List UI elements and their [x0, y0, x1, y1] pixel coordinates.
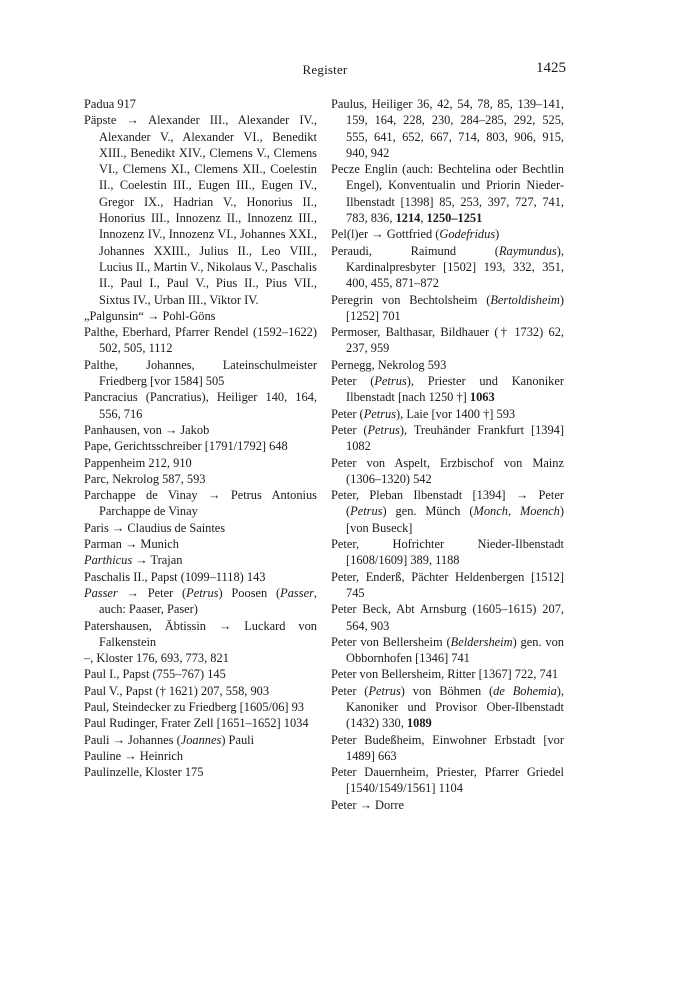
index-entry [84, 438, 317, 454]
index-entry [84, 324, 317, 357]
index-entry-text: Peter ( [331, 374, 375, 389]
index-entry [331, 764, 564, 797]
index-entry-text: ) [495, 227, 500, 242]
index-entry-text: Peter ( [331, 406, 364, 421]
index-entry-text: Paul I., Papst (755–767) 145 [84, 667, 226, 682]
index-entry-text: ) [von Buseck] [346, 504, 564, 535]
index-entry-italic-text: Petrus [363, 406, 397, 421]
index-entry-text: Peter, Pleban Ilbenstadt [1394] → Peter ( [331, 488, 564, 519]
index-entry-bold-page-ref: 1214 [395, 211, 421, 226]
index-entry-italic-text: Passer [84, 585, 118, 600]
index-entry [331, 292, 564, 325]
index-entry-text: Palthe, Johannes, Lateinschulmeister Friedberg [vor 1584] 505 [84, 357, 317, 389]
index-entry-text: , [507, 504, 520, 519]
index-entry-text: Pel(l)er → Gottfried ( [331, 227, 440, 242]
index-entry-text: Palthe, Eberhard, Pfarrer Rendel (1592–1622) 502, 505, 1112 [84, 325, 317, 356]
index-entry [84, 715, 317, 731]
index-entry-text: Peter → Dorre [331, 797, 404, 812]
index-entry-italic-text: Bertoldisheim [490, 292, 560, 307]
index-entry-text: ), Laie [vor 1400 †] 593 [396, 406, 516, 421]
index-entry-text: Parman → Munich [84, 537, 179, 552]
index-entry-italic-text: Parthicus [84, 553, 133, 568]
index-entry-text: Peter, Hofrichter Nieder-Ilbenstadt [1608/1609] 389, 1188 [331, 537, 564, 568]
page-number: 1425 [536, 60, 566, 76]
index-column-left [84, 96, 317, 780]
index-entry-italic-text: Passer [280, 585, 314, 600]
index-entry-text: Pecze Englin (auch: Bechtelina oder Bechtlin Engel), Konventualin und Priorin Nieder-Ilbenstadt [1398] 85, 253, 397, 727, 741, 783, 836, [331, 162, 564, 226]
index-entry [331, 634, 564, 667]
index-entry [84, 487, 317, 520]
index-entry-text: Paulinzelle, Kloster 175 [84, 765, 204, 780]
index-entry [331, 422, 564, 455]
index-entry-text: → Trajan [132, 553, 183, 568]
running-title: Register [302, 62, 348, 77]
index-entry-text: Patershausen, Äbtissin → Luckard von Falkenstein [84, 618, 317, 649]
index-entry [331, 666, 564, 682]
index-entry [84, 308, 317, 324]
index-entry [84, 699, 317, 715]
index-entry-text: Pauli → Johannes ( [84, 732, 181, 747]
index-entry-text: Peter Dauernheim, Priester, Pfarrer Griedel [1540/1549/1561] 1104 [331, 765, 564, 796]
index-entry-text: ), Priester und Kanoniker Ilbenstadt [nach 1250 †] [346, 374, 564, 405]
index-entry [331, 569, 564, 602]
index-entry-bold-page-ref: 1063 [469, 390, 495, 405]
index-entry-text: Pernegg, Nekrolog 593 [331, 357, 447, 372]
index-entry-bold-page-ref: 1089 [406, 716, 432, 731]
index-entry-text: Peraudi, Raimund ( [331, 243, 499, 258]
index-entry-text: Peter von Bellersheim ( [331, 634, 451, 649]
index-entry-text: Paris → Claudius de Saintes [84, 520, 226, 535]
index-entry [331, 683, 564, 732]
index-entry [331, 226, 564, 242]
index-entry [84, 732, 317, 748]
index-entry-text: Peter von Aspelt, Erzbischof von Mainz (1306–1320) 542 [331, 455, 564, 486]
page-header [84, 62, 566, 82]
index-entry [331, 243, 564, 292]
index-entry-text: ) Poosen ( [218, 585, 281, 600]
index-entry [84, 520, 317, 536]
index-entry-text: Panhausen, von → Jakob [84, 422, 210, 437]
index-entry-text: Pauline → Heinrich [84, 748, 184, 763]
index-entry-italic-text: Moench [519, 504, 560, 519]
index-entry-text: Peter ( [331, 422, 368, 437]
index-entry-text: ), Kardinalpresbyter [1502] 193, 332, 351, 400, 455, 871–872 [346, 243, 564, 291]
index-column-right [331, 96, 564, 813]
index-entry-text: ) Pauli [221, 732, 255, 747]
index-entry [331, 536, 564, 569]
index-entry-text: ) gen. Münch ( [382, 504, 474, 519]
index-entry-text: Peter, Enderß, Pächter Heldenbergen [1512] 745 [331, 569, 564, 600]
index-entry-italic-text: Petrus [186, 585, 219, 600]
index-entry-text: , [420, 211, 427, 226]
index-entry-text: Permoser, Balthasar, Bildhauer († 1732) 62, 237, 959 [331, 325, 564, 356]
index-entry-text: Peter Budeßheim, Einwohner Erbstadt [vor 1489] 663 [331, 732, 564, 763]
index-entry-italic-text: Godefridus [439, 227, 496, 242]
index-entry [331, 324, 564, 357]
index-entry [331, 161, 564, 226]
index-entry-italic-text: Raymundus [498, 243, 557, 258]
index-entry-text: ) [1252] 701 [346, 292, 564, 323]
index-entry-italic-text: Beldersheim [450, 634, 513, 649]
index-entry-bold-page-ref: 1250–1251 [426, 211, 483, 226]
index-entry [84, 96, 317, 112]
index-entry-text: Pappenheim 212, 910 [84, 455, 192, 470]
index-entry-text: Pancracius (Pancratius), Heiliger 140, 164, 556, 716 [84, 390, 317, 421]
index-entry-text: ) gen. von Obbornhofen [1346] 741 [346, 634, 564, 666]
index-entry [84, 422, 317, 438]
index-entry [84, 585, 317, 618]
index-entry-text: ) von Böhmen ( [400, 683, 494, 698]
index-entry [84, 666, 317, 682]
index-entry-text: Peregrin von Bechtolsheim ( [331, 292, 491, 307]
index-entry-text: Peter von Bellersheim, Ritter [1367] 722, 741 [331, 667, 559, 682]
index-entry-italic-text: Joannes [180, 732, 222, 747]
index-entry-text: ), Kanoniker und Provisor Ober-Ilbenstadt (1432) 330, [346, 683, 564, 731]
index-entry [84, 389, 317, 422]
index-entry [331, 455, 564, 488]
index-entry [331, 601, 564, 634]
index-entry [331, 373, 564, 406]
index-entry-text: Paulus, Heiliger 36, 42, 54, 78, 85, 139–141, 159, 164, 228, 230, 284–285, 292, 525, 555, 641, 652, 667, 714, 803, 906, 915, 940, 942 [331, 97, 564, 160]
index-entry-text: Paul V., Papst († 1621) 207, 558, 903 [84, 683, 270, 698]
index-entry-text: Parc, Nekrolog 587, 593 [84, 471, 206, 486]
index-entry-text: ), Treuhänder Frankfurt [1394] 1082 [346, 422, 564, 454]
index-entry-text: Pape, Gerichtsschreiber [1791/1792] 648 [84, 439, 288, 454]
index-entry-italic-text: Monch [473, 504, 508, 519]
index-entry-text: „Palgunsin“ → Pohl-Göns [84, 308, 216, 323]
index-entry-text: Päpste → Alexander III., Alexander IV., Alexander V., Alexander VI., Benedikt XIII., Benedikt XIV., Clemens V., Clemens VI., Clemens XI., Clemens XII., Coelestin II., Coelestin III., Eugen III., Eugen IV., Gregor IX., Hadrian V., Honorius II., Honorius III., Innozenz II., Innozenz III., Innozenz IV., Innozenz VI., Johannes XXI., Johannes XXIII., Julius II., Leo VIII., Lucius II., Martin V., Nikolaus V., Paschalis II., Paul I., Paul V., Pius II., Pius VII., Sixtus IV., Urban III., Viktor IV. [84, 113, 317, 307]
index-entry-italic-text: Petrus [350, 504, 383, 519]
index-entry-italic-text: Petrus [367, 422, 400, 437]
index-entry [84, 112, 317, 308]
index-entry-text: Padua 917 [84, 97, 136, 111]
index-entry-italic-text: de Bohemia [493, 683, 557, 698]
index-entry [84, 569, 317, 585]
index-entry-text: Paul, Steindecker zu Friedberg [1605/06] 93 [84, 699, 305, 714]
index-entry [84, 357, 317, 390]
index-entry [331, 357, 564, 373]
index-entry [84, 471, 317, 487]
index-entry-italic-text: Petrus [368, 683, 401, 698]
index-entry [331, 732, 564, 765]
index-entry-text: Paul Rudinger, Frater Zell [1651–1652] 1034 [84, 716, 309, 731]
index-entry-text: –, Kloster 176, 693, 773, 821 [84, 651, 229, 666]
index-entry-text: Paschalis II., Papst (1099–1118) 143 [84, 569, 266, 584]
index-entry-text: , auch: Paaser, Paser) [99, 585, 317, 617]
index-entry [84, 536, 317, 552]
index-entry-text: Parchappe de Vinay → Petrus Antonius Parchappe de Vinay [84, 488, 317, 519]
index-entry [331, 797, 564, 813]
index-entry [84, 618, 317, 651]
index-entry-text: Peter ( [331, 683, 369, 698]
index-entry-text: → Peter ( [117, 585, 187, 600]
index-entry [331, 487, 564, 536]
index-entry [84, 650, 317, 666]
index-entry [84, 764, 317, 780]
index-entry [331, 406, 564, 422]
index-entry [84, 455, 317, 471]
index-entry-text: Peter Beck, Abt Arnsburg (1605–1615) 207, 564, 903 [331, 602, 564, 633]
index-entry [331, 96, 564, 161]
index-entry [84, 552, 317, 568]
index-entry [84, 683, 317, 699]
index-entry [84, 748, 317, 764]
index-entry-italic-text: Petrus [374, 374, 407, 389]
